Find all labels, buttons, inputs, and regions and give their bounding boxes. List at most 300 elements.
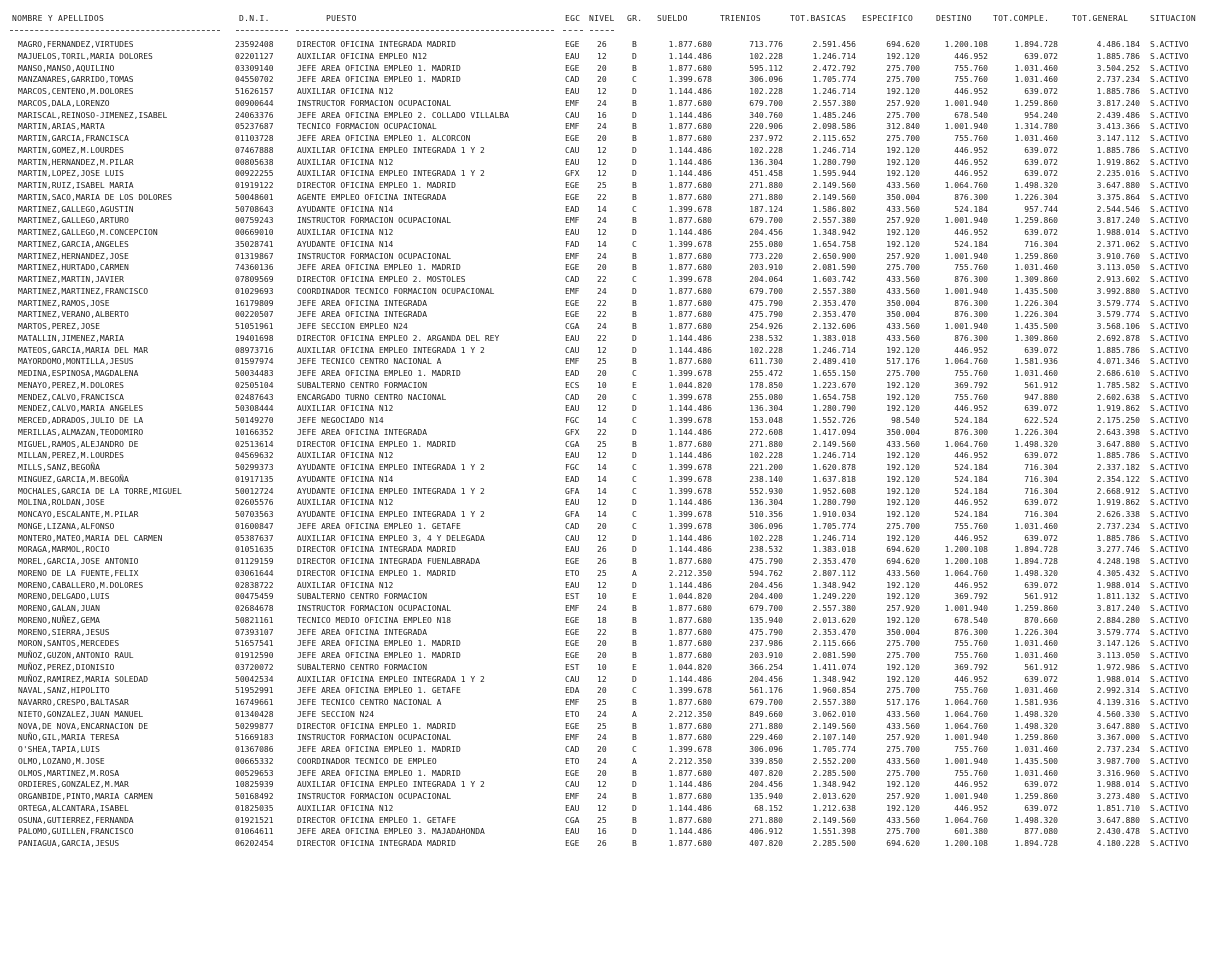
cell-nombre: MINGUEZ,GARCIA,M.BEGOÑA xyxy=(18,474,129,484)
cell-situacion: S.ACTIVO xyxy=(1150,51,1189,61)
cell-trienios: 237.986 xyxy=(749,639,783,649)
cell-nivel: 24 xyxy=(597,286,607,296)
cell-tot-comple: 1.031.460 xyxy=(1014,63,1058,73)
cell-puesto: SUBALTERNO CENTRO FORMACION xyxy=(297,380,428,390)
cell-tot-comple: 1.498.320 xyxy=(1014,181,1058,190)
cell-tot-basicas: 1.348.942 xyxy=(812,780,856,790)
cell-nombre: OLMO,LOZANO,M.JOSE xyxy=(18,756,105,766)
cell-dni: 01340428 xyxy=(235,709,274,719)
cell-tot-general: 2.175.250 xyxy=(1096,416,1140,425)
cell-tot-comple: 716.304 xyxy=(1024,510,1058,519)
cell-dni: 00665332 xyxy=(235,756,274,766)
cell-situacion: S.ACTIVO xyxy=(1150,286,1189,296)
cell-trienios: 255.080 xyxy=(749,239,783,249)
cell-puesto: AUXILIAR OFICINA N12 xyxy=(297,404,394,414)
cell-gr: C xyxy=(632,275,637,284)
cell-egc: EGE xyxy=(565,721,580,731)
cell-dni: 35028741 xyxy=(235,239,274,249)
cell-tot-general: 3.504.252 xyxy=(1096,63,1140,73)
cell-destino: 876.300 xyxy=(954,275,988,284)
table-row xyxy=(0,134,1211,146)
cell-tot-general: 3.273.480 xyxy=(1096,792,1140,801)
cell-sueldo: 1.877.680 xyxy=(668,298,712,308)
cell-destino: 876.300 xyxy=(954,427,988,437)
cell-especifico: 433.560 xyxy=(886,286,920,296)
cell-sueldo: 1.144.486 xyxy=(668,498,712,508)
cell-gr: C xyxy=(632,239,637,249)
cell-tot-comple: 1.894.728 xyxy=(1014,557,1058,566)
cell-tot-general: 1.885.786 xyxy=(1096,51,1140,61)
table-row xyxy=(0,393,1211,405)
cell-dni: 50821161 xyxy=(235,615,274,625)
cell-tot-basicas: 2.149.560 xyxy=(812,721,856,731)
cell-especifico: 192.120 xyxy=(886,780,920,790)
cell-situacion: S.ACTIVO xyxy=(1150,803,1189,813)
cell-tot-comple: 1.031.460 xyxy=(1014,686,1058,696)
cell-sueldo: 1.144.486 xyxy=(668,110,712,120)
cell-destino: 369.792 xyxy=(954,592,988,602)
cell-destino: 755.760 xyxy=(954,369,988,378)
cell-egc: EMF xyxy=(565,792,580,801)
cell-tot-comple: 1.435.500 xyxy=(1014,322,1058,331)
cell-egc: EMF xyxy=(565,357,580,367)
cell-tot-general: 2.602.638 xyxy=(1096,392,1140,402)
cell-nombre: OSUNA,GUTIERREZ,FERNANDA xyxy=(18,815,134,825)
cell-trienios: 153.048 xyxy=(749,416,783,425)
cell-nombre: MARTIN,LOPEZ,JOSE LUIS xyxy=(18,169,124,179)
cell-situacion: S.ACTIVO xyxy=(1150,192,1189,202)
cell-destino: 369.792 xyxy=(954,380,988,390)
cell-sueldo: 2.212.350 xyxy=(668,756,712,766)
cell-puesto: JEFE AREA OFICINA EMPLEO 1. MADRID xyxy=(297,63,461,73)
cell-tot-general: 4.248.198 xyxy=(1096,557,1140,566)
cell-nivel: 22 xyxy=(597,192,607,202)
cell-dni: 01825035 xyxy=(235,803,274,813)
cell-sueldo: 1.877.680 xyxy=(668,815,712,825)
cell-trienios: 561.176 xyxy=(749,686,783,696)
cell-tot-basicas: 1.246.714 xyxy=(812,533,856,543)
cell-egc: EAU xyxy=(565,451,580,461)
cell-situacion: S.ACTIVO xyxy=(1150,557,1189,566)
cell-sueldo: 1.877.680 xyxy=(668,98,712,108)
cell-sueldo: 1.877.680 xyxy=(668,251,712,261)
cell-egc: EAU xyxy=(565,803,580,813)
cell-especifico: 350.004 xyxy=(886,627,920,637)
cell-nivel: 12 xyxy=(597,533,607,543)
cell-puesto: DIRECTOR OFICINA EMPLEO 1. MADRID xyxy=(297,568,456,578)
cell-puesto: INSTRUCTOR FORMACION OCUPACIONAL xyxy=(297,604,452,613)
cell-dni: 02505104 xyxy=(235,380,274,390)
cell-tot-basicas: 2.650.900 xyxy=(812,251,856,261)
cell-gr: E xyxy=(632,380,637,390)
cell-puesto: AUXILIAR OFICINA EMPLEO 3, 4 Y DELEGADA xyxy=(297,533,485,543)
cell-gr: B xyxy=(632,192,637,202)
cell-destino: 1.064.760 xyxy=(944,709,988,719)
header-situacion: SITUACION xyxy=(1150,14,1197,23)
cell-tot-general: 2.737.234 xyxy=(1096,521,1140,531)
cell-nivel: 24 xyxy=(597,251,607,261)
cell-situacion: S.ACTIVO xyxy=(1150,228,1189,237)
cell-tot-comple: 622.524 xyxy=(1024,416,1058,425)
table-row xyxy=(0,545,1211,557)
cell-destino: 1.001.940 xyxy=(944,98,988,108)
cell-dni: 05387637 xyxy=(235,533,274,543)
cell-nivel: 16 xyxy=(597,827,607,837)
cell-gr: C xyxy=(632,486,637,496)
cell-gr: D xyxy=(632,803,637,813)
table-row xyxy=(0,839,1211,851)
cell-sueldo: 1.877.680 xyxy=(668,792,712,801)
cell-tot-comple: 1.314.780 xyxy=(1014,122,1058,132)
cell-tot-comple: 1.031.460 xyxy=(1014,369,1058,378)
cell-tot-general: 3.375.864 xyxy=(1096,192,1140,202)
cell-trienios: 178.850 xyxy=(749,380,783,390)
cell-sueldo: 1.044.820 xyxy=(668,662,712,672)
cell-nombre: NAVARRO,CRESPO,BALTASAR xyxy=(18,698,129,707)
cell-tot-comple: 1.498.320 xyxy=(1014,568,1058,578)
cell-egc: EAU xyxy=(565,157,580,167)
cell-puesto: JEFE SECCION N24 xyxy=(297,709,375,719)
cell-trienios: 271.880 xyxy=(749,439,783,449)
cell-puesto: JEFE AREA OFICINA EMPLEO 1. GETAFE xyxy=(297,521,461,531)
cell-nivel: 24 xyxy=(597,756,607,766)
cell-gr: D xyxy=(632,157,637,167)
cell-situacion: S.ACTIVO xyxy=(1150,392,1189,402)
cell-trienios: 271.880 xyxy=(749,181,783,190)
cell-nivel: 25 xyxy=(597,815,607,825)
cell-dni: 24063376 xyxy=(235,110,274,120)
cell-egc: EGE xyxy=(565,310,580,320)
header-dni: D.N.I. xyxy=(239,14,270,23)
cell-gr: D xyxy=(632,451,637,461)
cell-trienios: 220.906 xyxy=(749,122,783,132)
cell-tot-general: 4.486.184 xyxy=(1096,40,1140,49)
cell-tot-basicas: 2.557.380 xyxy=(812,216,856,226)
cell-nombre: MARTIN,GARCIA,FRANCISCA xyxy=(18,134,129,143)
cell-tot-general: 2.686.610 xyxy=(1096,369,1140,378)
cell-puesto: AYUDANTE OFICINA N14 xyxy=(297,239,394,249)
cell-trienios: 203.910 xyxy=(749,263,783,273)
cell-tot-basicas: 2.472.792 xyxy=(812,63,856,73)
cell-tot-basicas: 1.910.034 xyxy=(812,510,856,519)
cell-nivel: 20 xyxy=(597,263,607,273)
cell-destino: 446.952 xyxy=(954,87,988,96)
table-row xyxy=(0,299,1211,311)
cell-sueldo: 1.144.486 xyxy=(668,145,712,155)
cell-tot-general: 2.430.478 xyxy=(1096,827,1140,837)
table-row xyxy=(0,698,1211,710)
cell-nombre: ORGANBIDE,PINTO,MARIA CARMEN xyxy=(18,792,153,801)
cell-nivel: 25 xyxy=(597,181,607,190)
cell-tot-basicas: 2.098.586 xyxy=(812,122,856,132)
cell-sueldo: 1.399.678 xyxy=(668,239,712,249)
table-row xyxy=(0,780,1211,792)
cell-sueldo: 1.399.678 xyxy=(668,75,712,85)
cell-tot-general: 3.647.880 xyxy=(1096,439,1140,449)
cell-trienios: 203.910 xyxy=(749,651,783,660)
cell-destino: 1.200.108 xyxy=(944,545,988,555)
cell-destino: 1.001.940 xyxy=(944,286,988,296)
cell-egc: EAU xyxy=(565,87,580,96)
table-row xyxy=(0,569,1211,581)
cell-destino: 446.952 xyxy=(954,51,988,61)
cell-destino: 446.952 xyxy=(954,145,988,155)
cell-situacion: S.ACTIVO xyxy=(1150,474,1189,484)
cell-puesto: JEFE AREA OFICINA INTEGRADA xyxy=(297,298,428,308)
cell-tot-general: 1.885.786 xyxy=(1096,451,1140,461)
cell-tot-comple: 1.031.460 xyxy=(1014,768,1058,778)
cell-situacion: S.ACTIVO xyxy=(1150,333,1189,343)
cell-tot-comple: 639.072 xyxy=(1024,780,1058,790)
cell-dni: 51051961 xyxy=(235,322,274,331)
cell-sueldo: 1.044.820 xyxy=(668,592,712,602)
cell-trienios: 135.940 xyxy=(749,615,783,625)
cell-nivel: 26 xyxy=(597,557,607,566)
cell-tot-general: 3.910.760 xyxy=(1096,251,1140,261)
cell-nivel: 12 xyxy=(597,451,607,461)
cell-dni: 01597974 xyxy=(235,357,274,367)
cell-situacion: S.ACTIVO xyxy=(1150,486,1189,496)
cell-puesto: JEFE AREA OFICINA EMPLEO 1. MADRID xyxy=(297,75,461,85)
cell-tot-basicas: 1.655.150 xyxy=(812,369,856,378)
cell-egc: FAD xyxy=(565,239,580,249)
cell-especifico: 433.560 xyxy=(886,333,920,343)
cell-tot-comple: 1.259.860 xyxy=(1014,792,1058,801)
cell-nivel: 20 xyxy=(597,639,607,649)
header-gr: GR. xyxy=(627,14,643,23)
cell-situacion: S.ACTIVO xyxy=(1150,592,1189,602)
cell-tot-general: 2.992.314 xyxy=(1096,686,1140,696)
cell-nivel: 14 xyxy=(597,204,607,214)
cell-nivel: 12 xyxy=(597,345,607,355)
table-row xyxy=(0,663,1211,675)
cell-dni: 02513614 xyxy=(235,439,274,449)
cell-gr: C xyxy=(632,686,637,696)
cell-tot-comple: 639.072 xyxy=(1024,451,1058,461)
cell-tot-basicas: 2.557.380 xyxy=(812,286,856,296)
table-row xyxy=(0,616,1211,628)
cell-tot-general: 1.988.014 xyxy=(1096,228,1140,237)
cell-tot-general: 2.692.878 xyxy=(1096,333,1140,343)
cell-tot-general: 2.354.122 xyxy=(1096,474,1140,484)
cell-tot-general: 3.147.112 xyxy=(1096,134,1140,143)
cell-puesto: COORDINADOR TECNICO DE EMPLEO xyxy=(297,756,437,766)
cell-tot-general: 3.817.240 xyxy=(1096,216,1140,226)
cell-situacion: S.ACTIVO xyxy=(1150,568,1189,578)
cell-trienios: 271.880 xyxy=(749,815,783,825)
cell-trienios: 407.820 xyxy=(749,839,783,848)
cell-tot-comple: 947.880 xyxy=(1024,392,1058,402)
cell-nombre: MUÑOZ,RAMIREZ,MARIA SOLEDAD xyxy=(18,674,149,684)
cell-sueldo: 1.877.680 xyxy=(668,604,712,613)
cell-egc: CAU xyxy=(565,533,580,543)
cell-tot-comple: 1.894.728 xyxy=(1014,545,1058,555)
cell-puesto: AUXILIAR OFICINA EMPLEO INTEGRADA 1 Y 2 xyxy=(297,145,485,155)
cell-tot-basicas: 1.552.726 xyxy=(812,416,856,425)
cell-dni: 50168492 xyxy=(235,792,274,801)
cell-tot-basicas: 2.149.560 xyxy=(812,181,856,190)
cell-destino: 1.064.760 xyxy=(944,357,988,367)
cell-puesto: JEFE AREA OFICINA EMPLEO 1. MADRID xyxy=(297,745,461,754)
cell-tot-comple: 639.072 xyxy=(1024,145,1058,155)
cell-destino: 1.001.940 xyxy=(944,733,988,743)
cell-nombre: MORENO DE LA FUENTE,FELIX xyxy=(18,568,139,578)
cell-nivel: 18 xyxy=(597,615,607,625)
cell-trienios: 204.456 xyxy=(749,228,783,237)
cell-especifico: 275.700 xyxy=(886,75,920,85)
cell-tot-general: 4.305.432 xyxy=(1096,568,1140,578)
cell-nombre: MORENO,DELGADO,LUIS xyxy=(18,592,110,602)
cell-nivel: 20 xyxy=(597,521,607,531)
cell-dni: 50149270 xyxy=(235,416,274,425)
cell-tot-basicas: 1.620.878 xyxy=(812,463,856,472)
cell-especifico: 694.620 xyxy=(886,545,920,555)
cell-tot-comple: 1.259.860 xyxy=(1014,733,1058,743)
cell-nombre: ORTEGA,ALCANTARA,ISABEL xyxy=(18,803,129,813)
table-row xyxy=(0,228,1211,240)
cell-sueldo: 1.144.486 xyxy=(668,157,712,167)
cell-tot-general: 1.972.986 xyxy=(1096,662,1140,672)
cell-destino: 446.952 xyxy=(954,533,988,543)
cell-destino: 601.380 xyxy=(954,827,988,837)
cell-tot-general: 4.071.346 xyxy=(1096,357,1140,367)
cell-situacion: S.ACTIVO xyxy=(1150,63,1189,73)
cell-nivel: 12 xyxy=(597,674,607,684)
cell-destino: 1.064.760 xyxy=(944,439,988,449)
cell-tot-comple: 1.031.460 xyxy=(1014,263,1058,273)
cell-nombre: MILLAN,PEREZ,M.LOURDES xyxy=(18,451,124,461)
cell-dni: 51657541 xyxy=(235,639,274,649)
cell-egc: EST xyxy=(565,662,580,672)
cell-gr: D xyxy=(632,580,637,590)
cell-tot-general: 3.113.050 xyxy=(1096,651,1140,660)
cell-dni: 01600847 xyxy=(235,521,274,531)
cell-nombre: MARTINEZ,HURTADO,CARMEN xyxy=(18,263,129,273)
cell-trienios: 255.080 xyxy=(749,392,783,402)
cell-tot-basicas: 2.013.620 xyxy=(812,792,856,801)
cell-trienios: 272.608 xyxy=(749,427,783,437)
cell-dni: 01103728 xyxy=(235,134,274,143)
cell-puesto: DIRECTOR OFICINA INTEGRADA MADRID xyxy=(297,40,456,49)
cell-gr: C xyxy=(632,369,637,378)
cell-situacion: S.ACTIVO xyxy=(1150,204,1189,214)
cell-egc: EAU xyxy=(565,827,580,837)
cell-puesto: AYUDANTE OFICINA N14 xyxy=(297,204,394,214)
cell-nombre: MARTINEZ,GARCIA,ANGELES xyxy=(18,239,129,249)
cell-trienios: 679.700 xyxy=(749,698,783,707)
cell-especifico: 275.700 xyxy=(886,639,920,649)
cell-nombre: MARTINEZ,VERANO,ALBERTO xyxy=(18,310,129,320)
cell-tot-general: 2.884.280 xyxy=(1096,615,1140,625)
cell-tot-general: 1.988.014 xyxy=(1096,674,1140,684)
cell-destino: 524.184 xyxy=(954,474,988,484)
cell-tot-general: 3.992.880 xyxy=(1096,286,1140,296)
cell-tot-basicas: 1.417.094 xyxy=(812,427,856,437)
cell-tot-comple: 639.072 xyxy=(1024,87,1058,96)
cell-puesto: AUXILIAR OFICINA N12 xyxy=(297,87,394,96)
cell-puesto: AYUDANTE OFICINA N14 xyxy=(297,474,394,484)
cell-tot-general: 1.988.014 xyxy=(1096,580,1140,590)
cell-tot-comple: 639.072 xyxy=(1024,169,1058,179)
header-tot-comple: TOT.COMPLE. xyxy=(993,14,1050,23)
table-row xyxy=(0,722,1211,734)
cell-nivel: 22 xyxy=(597,310,607,320)
cell-puesto: SUBALTERNO CENTRO FORMACION xyxy=(297,592,428,602)
cell-destino: 755.760 xyxy=(954,392,988,402)
cell-nombre: MORAGA,MARMOL,ROCIO xyxy=(18,545,110,555)
cell-situacion: S.ACTIVO xyxy=(1150,792,1189,801)
cell-trienios: 306.096 xyxy=(749,745,783,754)
cell-situacion: S.ACTIVO xyxy=(1150,521,1189,531)
cell-tot-basicas: 1.960.854 xyxy=(812,686,856,696)
cell-sueldo: 1.399.678 xyxy=(668,416,712,425)
cell-dni: 50708643 xyxy=(235,204,274,214)
cell-nivel: 25 xyxy=(597,568,607,578)
cell-dni: 02487643 xyxy=(235,392,274,402)
cell-puesto: AUXILIAR OFICINA EMPLEO INTEGRADA 1 Y 2 xyxy=(297,345,485,355)
cell-tot-basicas: 2.132.606 xyxy=(812,322,856,331)
cell-situacion: S.ACTIVO xyxy=(1150,439,1189,449)
cell-puesto: AUXILIAR OFICINA N12 xyxy=(297,451,394,461)
cell-tot-comple: 1.309.860 xyxy=(1014,275,1058,284)
cell-destino: 876.300 xyxy=(954,310,988,320)
cell-dni: 00922255 xyxy=(235,169,274,179)
cell-especifico: 257.920 xyxy=(886,251,920,261)
cell-especifico: 192.120 xyxy=(886,498,920,508)
table-row xyxy=(0,463,1211,475)
cell-nivel: 12 xyxy=(597,228,607,237)
table-row xyxy=(0,487,1211,499)
table-row xyxy=(0,193,1211,205)
cell-tot-basicas: 1.246.714 xyxy=(812,145,856,155)
cell-destino: 524.184 xyxy=(954,204,988,214)
cell-nivel: 12 xyxy=(597,803,607,813)
cell-nivel: 24 xyxy=(597,604,607,613)
cell-dni: 51952991 xyxy=(235,686,274,696)
cell-nombre: MEDINA,ESPINOSA,MAGDALENA xyxy=(18,369,139,378)
cell-tot-comple: 1.894.728 xyxy=(1014,839,1058,848)
cell-especifico: 192.120 xyxy=(886,674,920,684)
cell-nivel: 20 xyxy=(597,651,607,660)
cell-puesto: JEFE NEGOCIADO N14 xyxy=(297,416,384,425)
cell-nivel: 12 xyxy=(597,404,607,414)
cell-nivel: 20 xyxy=(597,768,607,778)
cell-nombre: MANZANARES,GARRIDO,TOMAS xyxy=(18,75,134,85)
cell-especifico: 192.120 xyxy=(886,145,920,155)
cell-dni: 02838722 xyxy=(235,580,274,590)
cell-tot-comple: 639.072 xyxy=(1024,674,1058,684)
cell-especifico: 275.700 xyxy=(886,768,920,778)
cell-trienios: 339.850 xyxy=(749,756,783,766)
cell-tot-general: 2.371.062 xyxy=(1096,239,1140,249)
cell-egc: EGE xyxy=(565,839,580,848)
cell-nombre: PALOMO,GUILLEN,FRANCISCO xyxy=(18,827,134,837)
table-row xyxy=(0,639,1211,651)
cell-egc: EGE xyxy=(565,263,580,273)
cell-tot-general: 4.560.330 xyxy=(1096,709,1140,719)
cell-destino: 446.952 xyxy=(954,228,988,237)
cell-tot-basicas: 1.246.714 xyxy=(812,451,856,461)
table-row xyxy=(0,592,1211,604)
cell-situacion: S.ACTIVO xyxy=(1150,98,1189,108)
cell-egc: GFA xyxy=(565,510,580,519)
cell-nivel: 24 xyxy=(597,322,607,331)
cell-sueldo: 1.399.678 xyxy=(668,745,712,754)
cell-nombre: MATEOS,GARCIA,MARIA DEL MAR xyxy=(18,345,149,355)
cell-nombre: MARTOS,PEREZ,JOSE xyxy=(18,322,100,331)
cell-tot-general: 4.139.316 xyxy=(1096,698,1140,707)
cell-nivel: 20 xyxy=(597,686,607,696)
